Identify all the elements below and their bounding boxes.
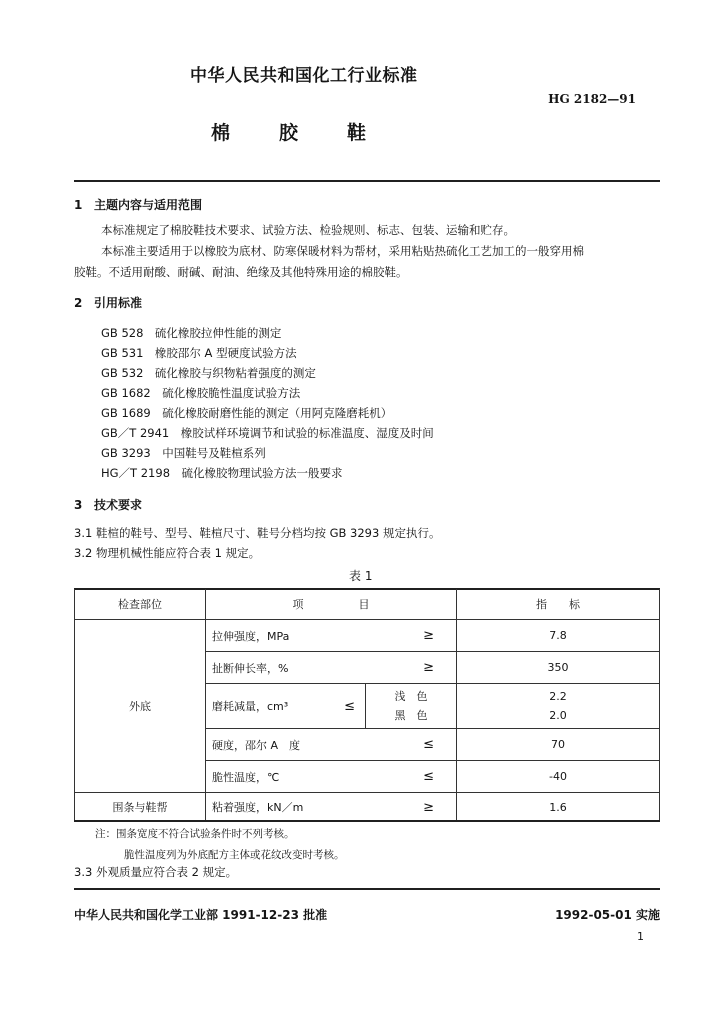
comparison-symbol: ≤	[423, 769, 434, 784]
table-row	[75, 793, 660, 822]
clause-3-3: 3.3 外观质量应符合表 2 规定。	[74, 865, 238, 879]
item-cell	[206, 761, 457, 793]
table-note-2: 脆性温度列为外底配方主体或花纹改变时考核。	[124, 849, 345, 861]
reference-standard-item	[101, 385, 300, 401]
item-abrasion-loss	[206, 684, 456, 728]
subcategory-light: 浅 色	[394, 690, 428, 703]
item-cell	[206, 684, 457, 729]
title-char-1: 棉	[211, 122, 231, 144]
comparison-symbol: ≥	[423, 799, 434, 815]
reference-standard-item	[101, 425, 434, 441]
reference-standard-code: GB 3293	[101, 446, 151, 460]
comparison-symbol: ≥	[423, 628, 434, 643]
section-3-title: 技术要求	[94, 498, 143, 512]
clause-3-2: 3.2 物理机械性能应符合表 1 规定。	[74, 546, 261, 560]
header-rule	[74, 180, 660, 182]
value-adhesion: 1.6	[457, 793, 660, 822]
title-char-3: 鞋	[347, 122, 367, 144]
section-1-para-2-line-2: 胶鞋。不适用耐酸、耐碱、耐油、绝缘及其他特殊用途的棉胶鞋。	[74, 265, 408, 279]
section-1-number: 1	[74, 198, 83, 212]
item-label: 硬度，邵尔 A 度	[212, 738, 301, 752]
section-2-number: 2	[74, 296, 83, 310]
table-header-row	[75, 589, 660, 620]
item-cell	[206, 793, 457, 822]
section-1-heading	[74, 196, 202, 213]
item-label: 粘着强度，kN／m	[212, 801, 304, 814]
header-index: 指 标	[457, 589, 660, 620]
table-row	[75, 620, 660, 652]
reference-standard-code: GB 531	[101, 346, 144, 360]
color-subcategories	[365, 684, 456, 728]
section-2-heading	[74, 294, 142, 311]
section-1-para-1: 本标准规定了棉胶鞋技术要求、试验方法、检验规则、标志、包装、运输和贮存。	[101, 223, 515, 237]
reference-standard-item	[101, 365, 316, 381]
issuing-organization: 中华人民共和国化工行业标准	[190, 66, 418, 86]
comparison-symbol: ≤	[423, 737, 434, 752]
section-1-para-2-line-1: 本标准主要适用于以橡胶为底材、防寒保暖材料为帮材，采用粘贴热硫化工艺加工的一般穿用棉	[101, 244, 584, 258]
section-3-number: 3	[74, 498, 83, 512]
standard-code: HG 2182—91	[548, 92, 636, 106]
reference-standard-text: 硫化橡胶脆性温度试验方法	[162, 386, 301, 400]
reference-standard-text: 硫化橡胶耐磨性能的测定（用阿克隆磨耗机）	[162, 406, 393, 420]
approval-line: 中华人民共和国化学工业部 1991-12-23 批准	[74, 908, 328, 922]
item-label: 拉伸强度，MPa	[212, 629, 290, 643]
reference-standard-code: GB／T 2941	[101, 426, 170, 440]
item-elongation	[212, 660, 450, 676]
header-part: 检查部位	[75, 589, 206, 620]
value-cell	[457, 684, 660, 729]
value-tensile: 7.8	[457, 620, 660, 652]
value-light: 2.2	[549, 690, 567, 703]
table-note-1: 注：围条宽度不符合试验条件时不列考核。	[95, 828, 295, 840]
table-bottom-rule	[74, 820, 660, 822]
value-black: 2.0	[549, 709, 567, 722]
item-cell	[206, 652, 457, 684]
value-brittleness: -40	[457, 761, 660, 793]
document-title	[211, 118, 366, 145]
item-tensile	[212, 628, 450, 644]
item-label: 脆性温度，℃	[212, 770, 280, 784]
reference-standard-code: GB 1689	[101, 406, 151, 420]
header-item: 项 目	[206, 589, 457, 620]
value-elongation: 350	[457, 652, 660, 684]
reference-standard-code: HG／T 2198	[101, 466, 171, 480]
reference-standard-text: 硫化橡胶物理试验方法一般要求	[181, 466, 343, 480]
item-hardness	[212, 737, 450, 753]
subcategory-black: 黑 色	[394, 709, 428, 722]
reference-standard-text: 中国鞋号及鞋楦系列	[162, 446, 266, 460]
clause-3-1: 3.1 鞋楦的鞋号、型号、鞋楦尺寸、鞋号分档均按 GB 3293 规定执行。	[74, 526, 441, 540]
table-1-caption: 表 1	[349, 569, 373, 583]
effective-date: 1992-05-01 实施	[555, 908, 660, 922]
reference-standard-item	[101, 325, 281, 341]
reference-standard-item	[101, 345, 297, 361]
reference-standard-code: GB 1682	[101, 386, 151, 400]
reference-standard-code: GB 528	[101, 326, 144, 340]
item-cell	[206, 729, 457, 761]
comparison-symbol: ≤	[344, 698, 355, 714]
section-1-title: 主题内容与适用范围	[94, 198, 203, 212]
title-char-2: 胶	[279, 122, 299, 144]
reference-standard-text: 橡胶邵尔 A 型硬度试验方法	[154, 346, 297, 360]
reference-standard-item	[101, 405, 392, 421]
section-3-heading	[74, 496, 142, 513]
value-abrasion-loss	[463, 687, 653, 725]
reference-standard-text: 硫化橡胶与织物粘着强度的测定	[154, 366, 316, 380]
item-label: 扯断伸长率，%	[212, 661, 289, 675]
reference-standard-code: GB 532	[101, 366, 144, 380]
item-cell	[206, 620, 457, 652]
comparison-symbol: ≥	[423, 660, 434, 675]
part-foxing-upper: 围条与鞋帮	[75, 793, 206, 822]
item-adhesion	[212, 799, 450, 815]
physical-properties-table	[74, 589, 660, 821]
reference-standard-text: 硫化橡胶拉伸性能的测定	[154, 326, 282, 340]
reference-standard-item	[101, 445, 266, 461]
value-hardness: 70	[457, 729, 660, 761]
part-outsole: 外底	[75, 620, 206, 793]
footer-rule	[74, 888, 660, 890]
item-brittleness	[212, 769, 450, 785]
page-number: 1	[637, 930, 644, 943]
reference-standard-item	[101, 465, 343, 481]
item-label: 磨耗减量，cm³	[212, 700, 289, 713]
section-2-title: 引用标准	[94, 296, 143, 310]
reference-standard-text: 橡胶试样环境调节和试验的标准温度、湿度及时间	[180, 426, 434, 440]
